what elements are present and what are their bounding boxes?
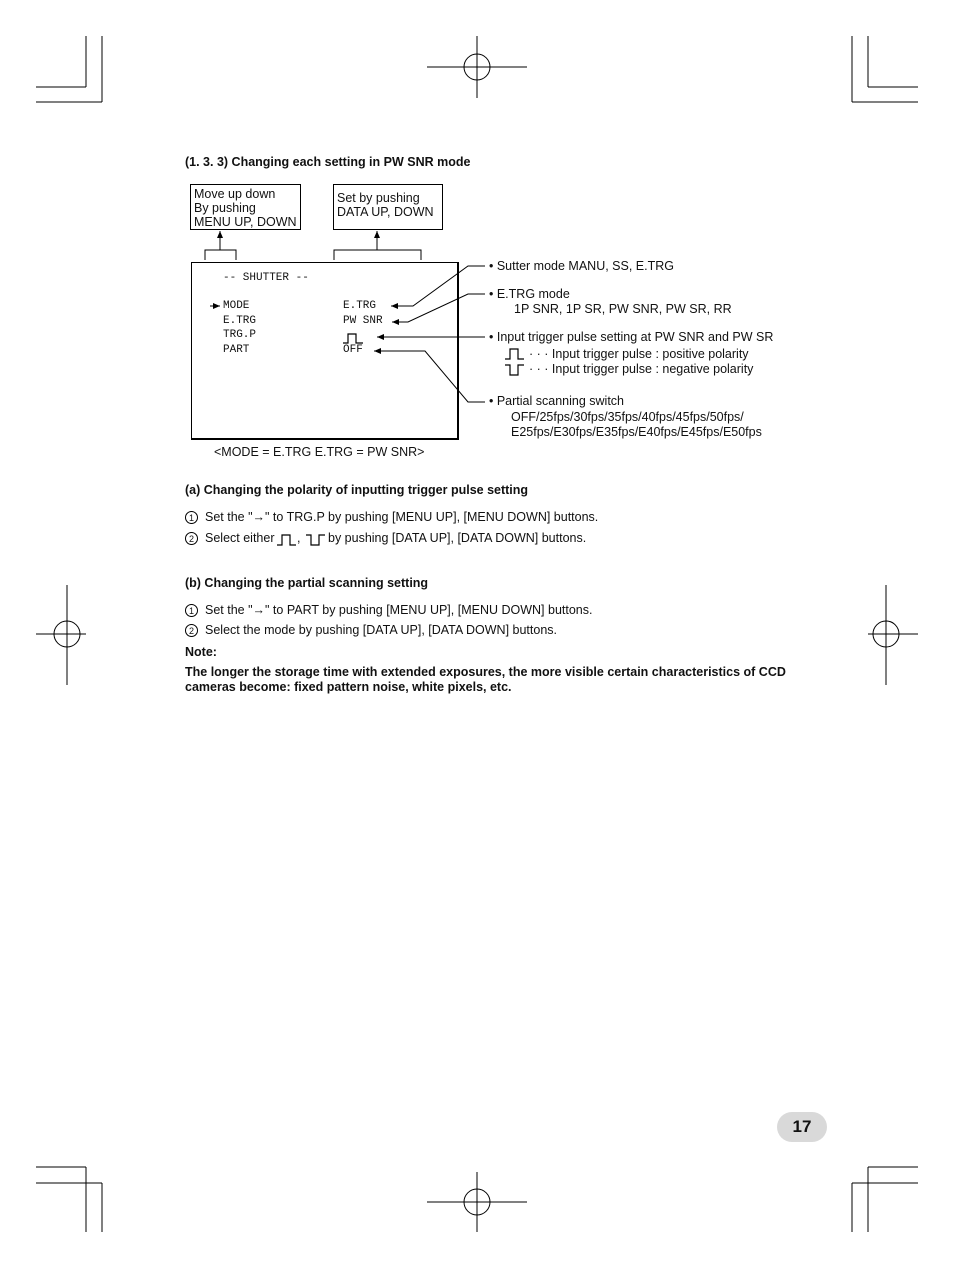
box-right-line2: DATA UP, DOWN xyxy=(337,205,434,219)
box-left-line3: MENU UP, DOWN xyxy=(194,215,297,229)
box-left-line1: Move up down xyxy=(194,187,276,201)
box-right-line1: Set by pushing xyxy=(337,191,420,205)
step-number: 2 xyxy=(185,532,198,545)
screen-row-label: TRG.P xyxy=(223,329,257,341)
step-separator: , xyxy=(297,531,301,545)
step-text: Set the "→" to PART by pushing [MENU UP], [MENU DOWN] buttons. xyxy=(205,603,593,617)
screen-row-value: PW SNR xyxy=(343,315,383,327)
box-left-line2: By pushing xyxy=(194,201,256,215)
section-a-title: (a) Changing the polarity of inputting trigger pulse setting xyxy=(185,483,529,497)
annotation-trigger-negative: · · · Input trigger pulse : negative polarity xyxy=(529,362,754,376)
screen-row-label: PART xyxy=(223,344,250,356)
section-a-step1 xyxy=(185,510,598,525)
annotation-mode: • Sutter mode MANU, SS, E.TRG xyxy=(489,259,674,273)
section-a-step2 xyxy=(185,531,274,546)
step-number: 2 xyxy=(185,624,198,637)
screen-row-label: MODE xyxy=(223,300,250,312)
step-number: 1 xyxy=(185,604,198,617)
step-text: Select the mode by pushing [DATA UP], [DATA DOWN] buttons. xyxy=(205,623,557,637)
annotation-trigger-positive: · · · Input trigger pulse : positive polarity xyxy=(529,347,749,361)
step-text: Select either xyxy=(205,531,275,545)
annotation-partial-line2: E25fps/E30fps/E35fps/E40fps/E45fps/E50fps xyxy=(511,425,762,439)
annotation-etrg-title: • E.TRG mode xyxy=(489,287,570,301)
annotation-partial-title: • Partial scanning switch xyxy=(489,394,624,408)
section-b-step2 xyxy=(185,623,557,638)
step-text: Set the "→" to TRG.P by pushing [MENU UP], [MENU DOWN] buttons. xyxy=(205,510,599,524)
section-b-step1 xyxy=(185,603,592,618)
screen-header: -- SHUTTER -- xyxy=(223,272,309,284)
annotation-etrg-values: 1P SNR, 1P SR, PW SNR, PW SR, RR xyxy=(514,302,732,316)
menu-buttons-box xyxy=(190,184,301,230)
note-line1: The longer the storage time with extended exposures, the more visible certain characteristics of CCD xyxy=(185,665,786,679)
screen-row-value: OFF xyxy=(343,344,363,356)
screen-row-label: E.TRG xyxy=(223,315,257,327)
screen-row-value: E.TRG xyxy=(343,300,377,312)
step-number: 1 xyxy=(185,511,198,524)
data-buttons-box xyxy=(333,184,443,230)
annotation-partial-line1: OFF/25fps/30fps/35fps/40fps/45fps/50fps/ xyxy=(511,410,744,424)
note-line2: cameras become: fixed pattern noise, white pixels, etc. xyxy=(185,680,512,694)
note-label: Note: xyxy=(185,645,217,659)
section-title: (1. 3. 3) Changing each setting in PW SNR mode xyxy=(185,155,471,169)
step-text: by pushing [DATA UP], [DATA DOWN] buttons. xyxy=(328,531,587,545)
section-b-title: (b) Changing the partial scanning setting xyxy=(185,576,429,590)
screen-caption: <MODE = E.TRG E.TRG = PW SNR> xyxy=(214,445,425,459)
page-number: 17 xyxy=(777,1112,827,1142)
annotation-trigger-title: • Input trigger pulse setting at PW SNR and PW SR xyxy=(489,330,774,344)
